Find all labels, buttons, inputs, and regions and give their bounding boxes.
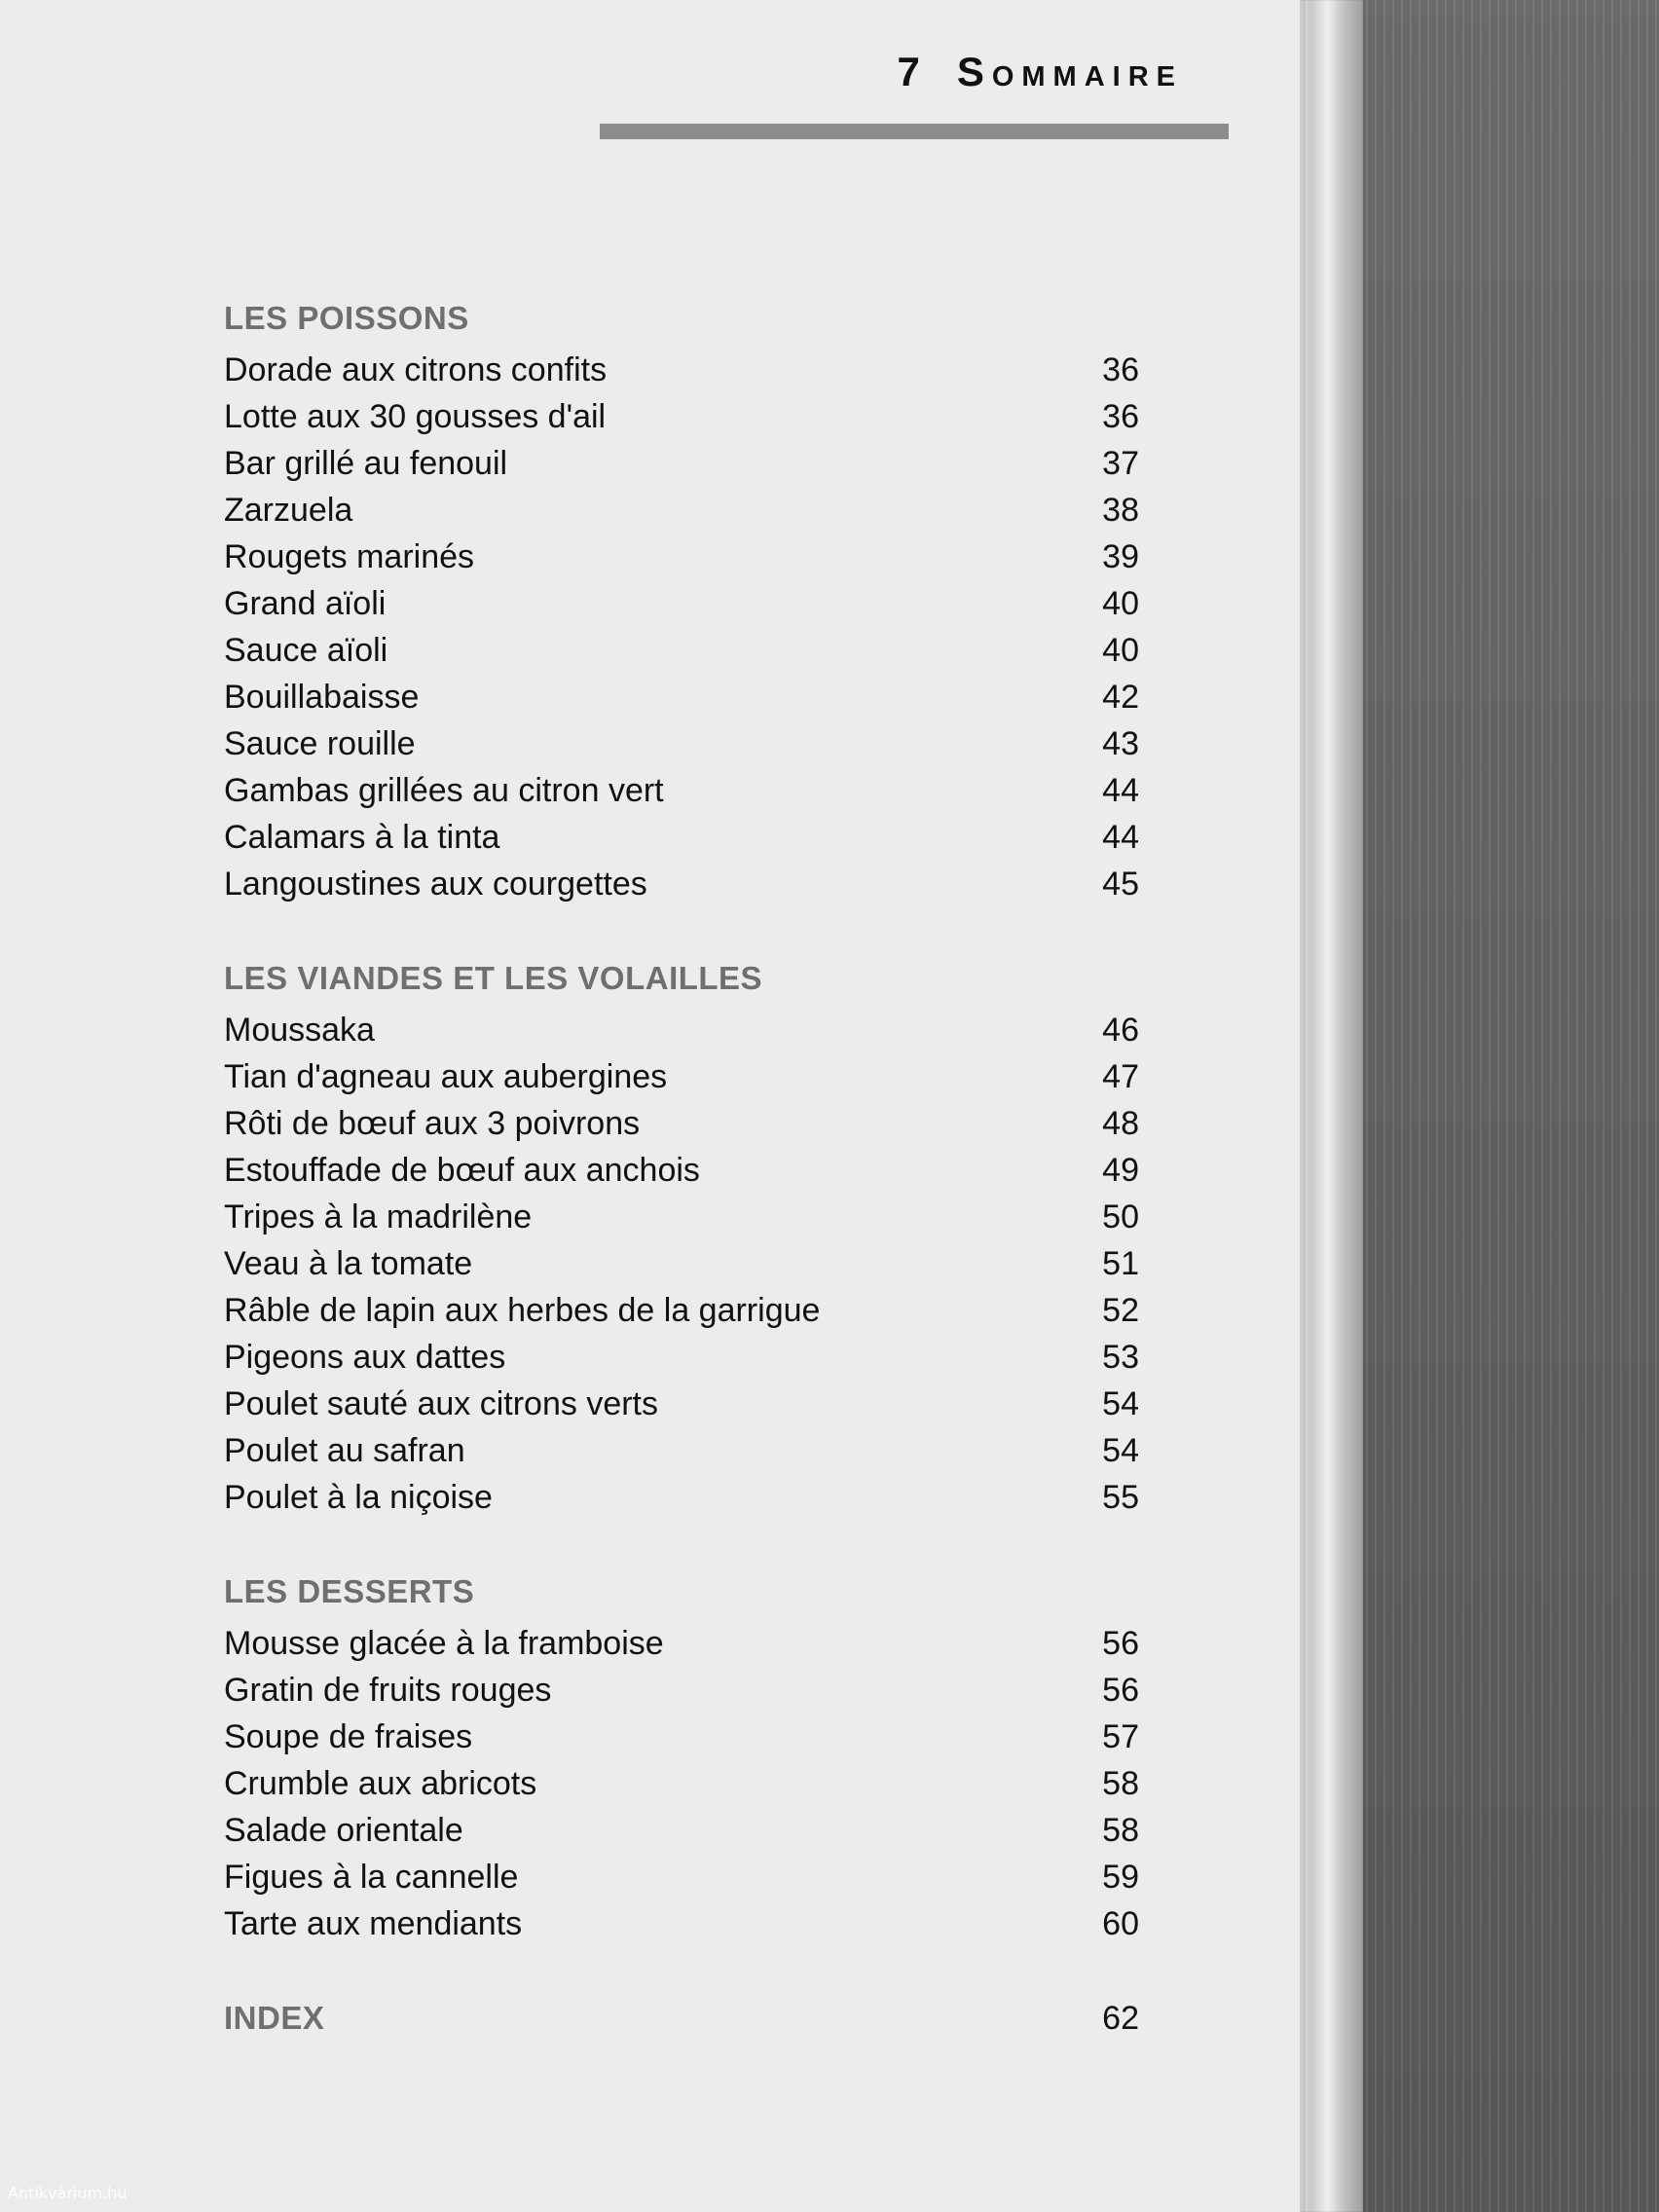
index-entry: [224, 2000, 1149, 2038]
toc-entry: [224, 1667, 1149, 1714]
entry-title: Sauce aïoli: [224, 632, 388, 669]
entry-title: Bouillabaisse: [224, 679, 420, 716]
entry-page: 54: [1102, 1385, 1139, 1422]
toc-entry: [224, 347, 1149, 393]
entry-page: 36: [1102, 398, 1139, 435]
toc-entry: [224, 1240, 1149, 1287]
entry-title: Salade orientale: [224, 1812, 463, 1849]
toc-entry: [224, 440, 1149, 487]
toc-entry: [224, 674, 1149, 720]
toc-entry: [224, 1760, 1149, 1807]
section-viandes-volailles: [224, 960, 1149, 1521]
entry-page: 36: [1102, 351, 1139, 388]
toc-entry: [224, 1194, 1149, 1240]
section-title: LES DESSERTS: [224, 1573, 475, 1609]
entry-page: 44: [1102, 772, 1139, 809]
toc-entry: [224, 1900, 1149, 1947]
entry-page: 38: [1102, 492, 1139, 529]
entry-title: Grand aïoli: [224, 585, 387, 622]
entry-page: 44: [1102, 819, 1139, 856]
entry-title: Rougets marinés: [224, 538, 475, 575]
toc-entry: [224, 1100, 1149, 1147]
entry-page: 49: [1102, 1152, 1139, 1189]
entry-title: Mousse glacée à la framboise: [224, 1625, 664, 1662]
toc-entry: [224, 814, 1149, 861]
entry-title: Tarte aux mendiants: [224, 1905, 523, 1942]
entry-title: Gambas grillées au citron vert: [224, 772, 664, 809]
wall-background: [1357, 0, 1659, 2212]
entry-page: 58: [1102, 1812, 1139, 1849]
toc-entry: [224, 767, 1149, 814]
entry-page: 40: [1102, 585, 1139, 622]
entry-title: Pigeons aux dattes: [224, 1339, 506, 1376]
toc-entry: [224, 720, 1149, 767]
entry-title: Crumble aux abricots: [224, 1765, 537, 1802]
index-page: 62: [1102, 2000, 1139, 2037]
page-header: [897, 49, 1183, 95]
entry-title: Langoustines aux courgettes: [224, 866, 647, 903]
entry-title: Figues à la cannelle: [224, 1859, 519, 1896]
entry-page: 48: [1102, 1105, 1139, 1142]
toc-entry: [224, 1474, 1149, 1521]
toc-entry: [224, 393, 1149, 440]
entry-title: Gratin de fruits rouges: [224, 1672, 552, 1709]
entry-page: 40: [1102, 632, 1139, 669]
toc-entry: [224, 1854, 1149, 1900]
toc-entry: [224, 1381, 1149, 1427]
index-title: INDEX: [224, 2000, 325, 2036]
table-of-contents: [224, 300, 1149, 2038]
entry-title: Soupe de fraises: [224, 1718, 473, 1755]
watermark: Antikvárium.hu: [8, 2184, 128, 2202]
toc-entry: [224, 487, 1149, 534]
toc-entry: [224, 1053, 1149, 1100]
entry-page: 60: [1102, 1905, 1139, 1942]
entry-page: 54: [1102, 1432, 1139, 1469]
entry-title: Moussaka: [224, 1012, 375, 1049]
entry-page: 56: [1102, 1672, 1139, 1709]
entry-page: 39: [1102, 538, 1139, 575]
entry-title: Sauce rouille: [224, 725, 416, 762]
page-number: 7: [897, 49, 920, 94]
entry-page: 51: [1102, 1245, 1139, 1282]
entry-page: 37: [1102, 445, 1139, 482]
entry-title: Tian d'agneau aux aubergines: [224, 1058, 668, 1095]
section-desserts: [224, 1573, 1149, 1947]
section-title: LES POISSONS: [224, 300, 469, 336]
entry-title: Bar grillé au fenouil: [224, 445, 508, 482]
section-poissons: [224, 300, 1149, 907]
toc-entry: [224, 534, 1149, 580]
entry-page: 53: [1102, 1339, 1139, 1376]
entry-title: Rôti de bœuf aux 3 poivrons: [224, 1105, 641, 1142]
toc-entry: [224, 1427, 1149, 1474]
entry-page: 58: [1102, 1765, 1139, 1802]
toc-entry: [224, 1714, 1149, 1760]
toc-entry: [224, 1620, 1149, 1667]
entry-page: 42: [1102, 679, 1139, 716]
header-rule: [600, 124, 1229, 139]
entry-title: Poulet au safran: [224, 1432, 465, 1469]
entry-title: Lotte aux 30 gousses d'ail: [224, 398, 607, 435]
entry-page: 59: [1102, 1859, 1139, 1896]
entry-title: Dorade aux citrons confits: [224, 351, 608, 388]
page-title: Sommaire: [956, 49, 1183, 94]
entry-title: Poulet à la niçoise: [224, 1479, 493, 1516]
entry-page: 57: [1102, 1718, 1139, 1755]
entry-page: 52: [1102, 1292, 1139, 1329]
entry-title: Veau à la tomate: [224, 1245, 473, 1282]
entry-title: Estouffade de bœuf aux anchois: [224, 1152, 700, 1189]
entry-title: Poulet sauté aux citrons verts: [224, 1385, 659, 1422]
section-title: LES VIANDES ET LES VOLAILLES: [224, 960, 763, 996]
entry-title: Râble de lapin aux herbes de la garrigue: [224, 1292, 821, 1329]
toc-entry: [224, 1287, 1149, 1334]
entry-page: 55: [1102, 1479, 1139, 1516]
toc-entry: [224, 1334, 1149, 1381]
entry-page: 45: [1102, 866, 1139, 903]
entry-page: 47: [1102, 1058, 1139, 1095]
entry-title: Zarzuela: [224, 492, 353, 529]
entry-title: Calamars à la tinta: [224, 819, 500, 856]
entry-page: 56: [1102, 1625, 1139, 1662]
toc-entry: [224, 580, 1149, 627]
entry-title: Tripes à la madrilène: [224, 1198, 533, 1235]
toc-entry: [224, 861, 1149, 907]
entry-page: 46: [1102, 1012, 1139, 1049]
toc-entry: [224, 1147, 1149, 1194]
entry-page: 43: [1102, 725, 1139, 762]
toc-entry: [224, 627, 1149, 674]
entry-page: 50: [1102, 1198, 1139, 1235]
toc-entry: [224, 1807, 1149, 1854]
toc-entry: [224, 1007, 1149, 1053]
